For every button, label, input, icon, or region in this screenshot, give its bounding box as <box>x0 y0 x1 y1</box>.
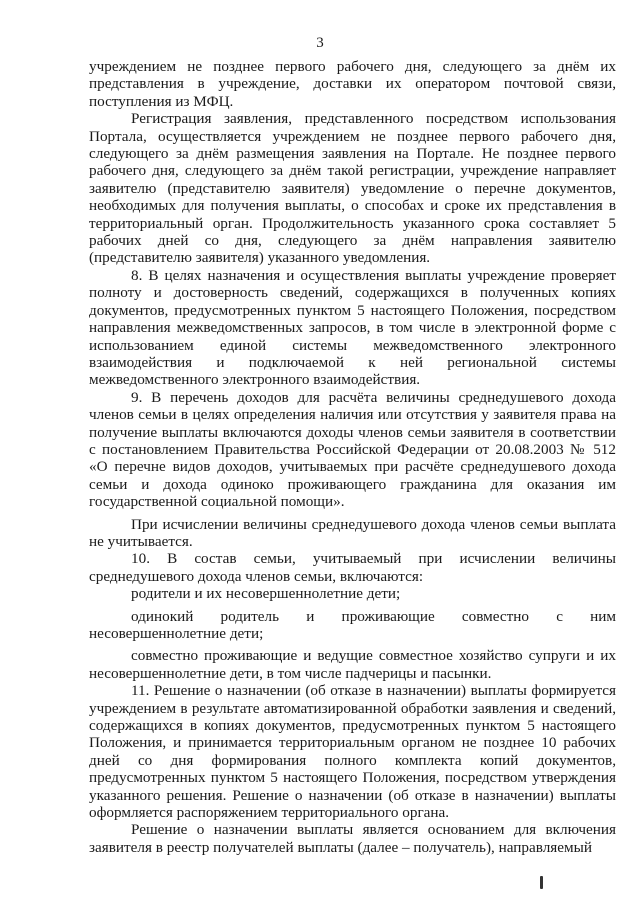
paragraph-5: При исчислении величины среднедушевого дохода членов семьи выплата не учитывается. <box>89 515 616 550</box>
paragraph-11: Решение о назначении выплаты является основанием для включения заявителя в реестр получателей выплаты (далее – получатель), направляемый <box>89 821 616 856</box>
paragraph-6: 10. В состав семьи, учитываемый при исчислении величины среднедушевого дохода членов семьи, включаются: <box>89 550 616 585</box>
paragraph-4: 9. В перечень доходов для расчёта величины среднедушевого дохода членов семьи в целях определения наличия или отсутствия у заявителя права на получение выплаты включаются доходы членов семьи заявителя в соответствии с постановлением Правительства Российской Федерации от 20.08.2003 № 512 «О перечне видов доходов, учитываемых при расчёте среднедушевого дохода семьи и дохода одиноко проживающего гражданина для оказания им государственной социальной помощи». <box>89 388 616 511</box>
paragraph-9: совместно проживающие и ведущие совместное хозяйство супруги и их несовершеннолетние дети, в том числе падчерицы и пасынки. <box>89 647 616 682</box>
paragraph-7: родители и их несовершеннолетние дети; <box>131 585 401 603</box>
scan-mark <box>540 876 543 889</box>
paragraph-1: учреждением не позднее первого рабочего дня, следующего за днём их представления в учреждение, доставки их оператором почтовой связи, поступления из МФЦ. <box>89 58 616 110</box>
page-number: 3 <box>316 35 324 51</box>
paragraph-2: Регистрация заявления, представленного посредством использования Портала, осуществляется учреждением не позднее первого рабочего дня, следующего за днём размещения заявления на Портале. Не позднее первого рабочего дня, следующего за днём такой регистрации, учреждение направляет заявителю (представителю заявителя) уведомление о перечне документов, необходимых для получения выплаты, о способах и сроке их представления в территориальный орган. Продолжительность указанного срока составляет 5 рабочих дней со дня, следующего за днём направления заявителю (представителю заявителя) указанного уведомления. <box>89 110 616 267</box>
paragraph-3: 8. В целях назначения и осуществления выплаты учреждение проверяет полноту и достоверность сведений, содержащихся в полученных копиях документов, предусмотренных пунктом 5 настоящего Положения, посредством направления межведомственных запросов, в том числе в электронной форме с использованием единой системы межведомственного электронного взаимодействия и подключаемой к ней региональной системы межведомственного электронного взаимодействия. <box>89 266 616 389</box>
document-body <box>89 58 616 856</box>
paragraph-8: одинокий родитель и проживающие совместно с ним несовершеннолетние дети; <box>89 607 616 642</box>
paragraph-10: 11. Решение о назначении (об отказе в назначении) выплаты формируется учреждением в результате автоматизированной обработки заявления и сведений, содержащихся в копиях документов, предусмотренных пунктом 5 настоящего Положения, и принимается территориальным органом не позднее 10 рабочих дней со дня формирования полного комплекта копий документов, предусмотренных пунктом 5 настоящего Положения, посредством утверждения указанного решения. Решение о назначении (об отказе в назначении) выплаты оформляется распоряжением территориального органа. <box>89 682 616 822</box>
